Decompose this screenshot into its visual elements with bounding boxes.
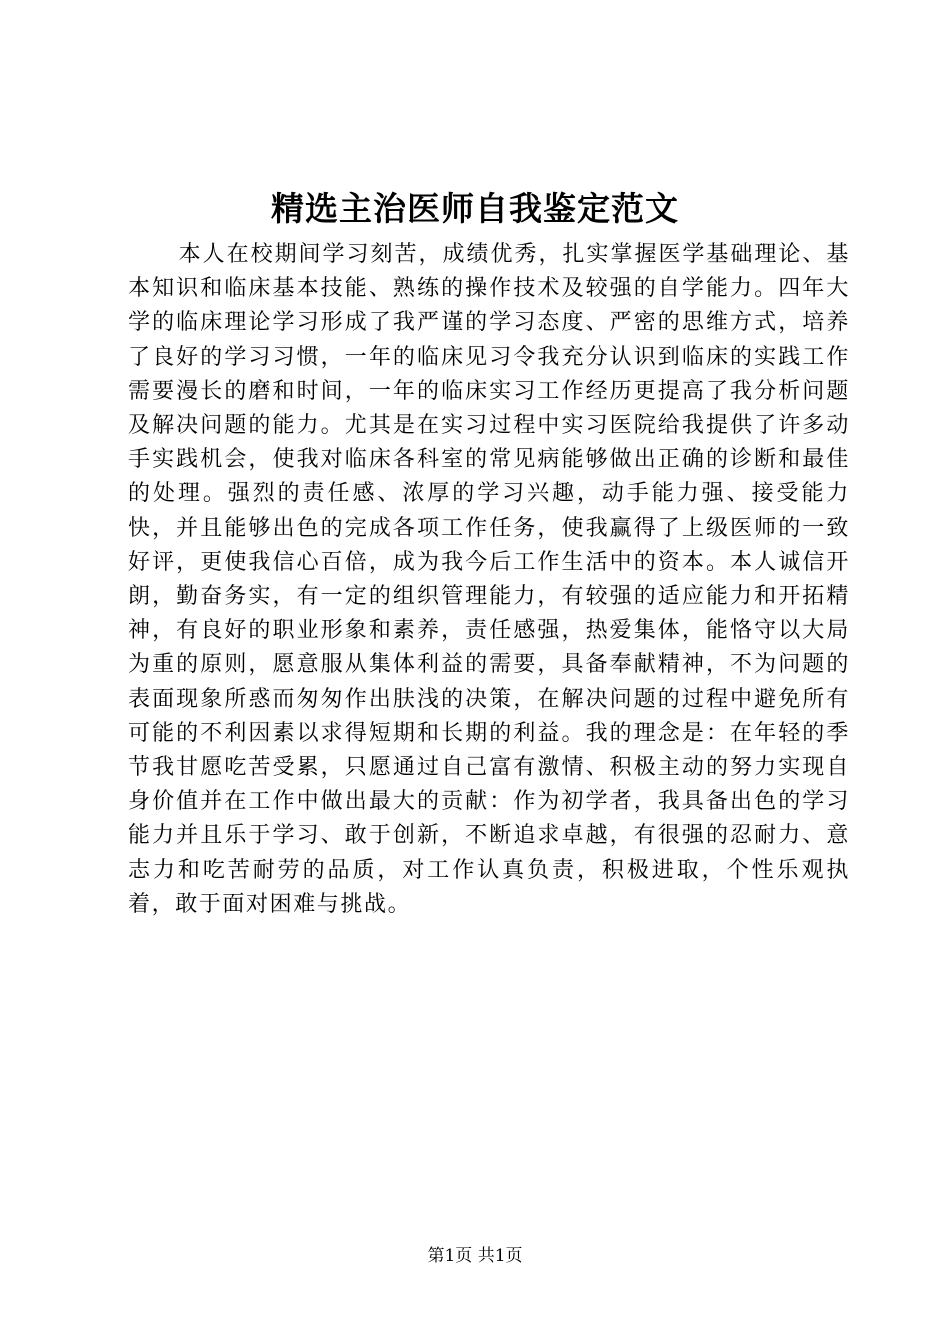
- document-title: 精选主治医师自我鉴定范文: [271, 189, 679, 228]
- page-number-footer: 第1页 共1页: [427, 1246, 523, 1266]
- body-paragraph: 本人在校期间学习刻苦，成绩优秀，扎实掌握医学基础理论、基本知识和临床基本技能、熟练的操作技术及较强的自学能力。四年大学的临床理论学习形成了我严谨的学习态度、严密的思维方式，培养了良好的学习习惯，一年的临床见习令我充分认识到临床的实践工作需要漫长的磨和时间，一年的临床实习工作经历更提高了我分析问题及解决问题的能力。尤其是在实习过程中实习医院给我提供了许多动手实践机会，使我对临床各科室的常见病能够做出正确的诊断和最佳的处理。强烈的责任感、浓厚的学习兴趣，动手能力强、接受能力快，并且能够出色的完成各项工作任务，使我赢得了上级医师的一致好评，更使我信心百倍，成为我今后工作生活中的资本。本人诚信开朗，勤奋务实，有一定的组织管理能力，有较强的适应能力和开拓精神，有良好的职业形象和素养，责任感强，热爱集体，能恪守以大局为重的原则，愿意服从集体利益的需要，具备奉献精神，不为问题的表面现象所惑而匆匆作出肤浅的决策，在解决问题的过程中避免所有可能的不利因素以求得短期和长期的利益。我的理念是：在年轻的季节我甘愿吃苦受累，只愿通过自己富有激情、积极主动的努力实现自身价值并在工作中做出最大的贡献：作为初学者，我具备出色的学习能力并且乐于学习、敢于创新，不断追求卓越，有很强的忍耐力、意志力和吃苦耐劳的品质，对工作认真负责，积极进取，个性乐观执着，敢于面对困难与挑战。: [128, 242, 850, 917]
